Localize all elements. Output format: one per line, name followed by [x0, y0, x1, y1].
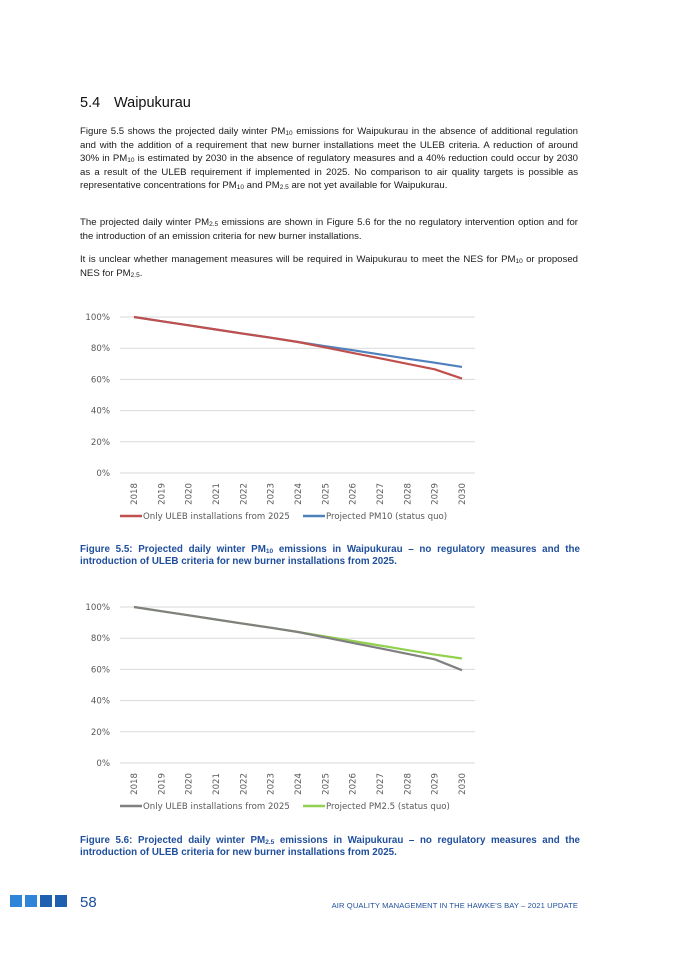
- y-tick-label: 40%: [90, 406, 110, 417]
- y-tick-label: 0%: [96, 469, 110, 479]
- x-tick-label: 2021: [212, 773, 222, 795]
- y-tick-label: 100%: [85, 603, 110, 613]
- paragraph-3: It is unclear whether management measures will be required in Waipukurau to meet the NES for $PM_{10}$ or proposed NES for $PM_{2.5}$.: [80, 254, 578, 279]
- x-tick-label: 2029: [430, 483, 441, 505]
- x-tick-label: 2019: [157, 773, 168, 795]
- y-tick-label: 20%: [90, 437, 110, 448]
- paragraph-2: The projected daily winter $PM_{2.5}$ emissions are shown in Figure 5.6 for the no regulatory intervention option and for the introduction of an emission criteria for new burner installations.: [80, 217, 579, 242]
- footer-square: [55, 895, 67, 907]
- x-tick-label: 2028: [403, 773, 414, 795]
- section-title: Waipukurau: [114, 95, 191, 111]
- y-tick-label: 80%: [90, 634, 110, 645]
- x-tick-label: 2024: [294, 773, 304, 795]
- x-tick-label: 2027: [376, 773, 386, 795]
- x-tick-label: 2025: [321, 773, 332, 795]
- x-tick-label: 2022: [239, 483, 250, 505]
- x-tick-label: 2018: [130, 773, 140, 795]
- x-tick-label: 2022: [239, 773, 250, 795]
- legend-label: Only ULEB installations from 2025: [143, 802, 290, 812]
- figure-5-5-caption: Figure 5.5: Projected daily winter $PM_{10}$ emissions in Waipukurau – no regulatory measures and the introduction of ULEB criteria for new burner installations from 2025.: [80, 544, 580, 568]
- x-tick-label: 2018: [130, 483, 140, 505]
- legend-label: Only ULEB installations from 2025: [143, 512, 290, 522]
- legend-label: Projected PM2.5 (status quo): [326, 802, 450, 812]
- x-tick-label: 2025: [321, 483, 332, 505]
- x-tick-label: 2020: [184, 773, 195, 795]
- x-tick-label: 2020: [184, 483, 195, 505]
- x-tick-label: 2027: [376, 483, 386, 505]
- footer-square: [40, 895, 52, 907]
- x-tick-label: 2026: [348, 483, 359, 505]
- x-tick-label: 2030: [458, 773, 468, 795]
- x-tick-label: 2028: [403, 483, 414, 505]
- x-tick-label: 2023: [266, 773, 277, 795]
- paragraph-1: Figure 5.5 shows the projected daily winter $PM_{10}$ emissions for Waipukurau in the absence of additional regulation and with the addition of a requirement that new burner installations meet the ULEB criteria. A reduction of around 30% in $PM_{10}$ is estimated by 2030 in the absence of regulatory measures and a 40% reduction could occur by 2030 as a result of the ULEB requirement if implemented in 2025. No comparison to air quality targets is possible as representative concentrations for $PM_{10}$ and $PM_{2.5}$ are not yet available for Waipukurau.: [80, 126, 579, 192]
- x-tick-label: 2029: [430, 773, 441, 795]
- y-tick-label: 20%: [90, 727, 110, 738]
- x-tick-label: 2024: [294, 483, 304, 505]
- y-tick-label: 60%: [90, 375, 110, 386]
- y-tick-label: 80%: [90, 344, 110, 355]
- page-number: 58: [80, 894, 97, 911]
- section-heading: [80, 95, 191, 111]
- y-tick-label: 100%: [85, 313, 110, 323]
- figure-5-6-caption: Figure 5.6: Projected daily winter $PM_{2.5}$ emissions in Waipukurau – no regulatory measures and the introduction of ULEB criteria for new burner installations from 2025.: [80, 835, 580, 859]
- y-tick-label: 60%: [90, 665, 110, 676]
- x-tick-label: 2019: [157, 483, 168, 505]
- x-tick-label: 2026: [348, 773, 359, 795]
- figure-5-5-chart: [0, 300, 675, 532]
- figure-5-6-chart: [0, 590, 675, 823]
- pm10-line-chart: [0, 300, 675, 532]
- x-tick-label: 2030: [458, 483, 468, 505]
- y-tick-label: 0%: [96, 759, 110, 769]
- footer-square: [10, 895, 22, 907]
- footer-square: [25, 895, 37, 907]
- footer-squares: [10, 895, 67, 907]
- section-number: 5.4: [80, 95, 101, 111]
- pm25-line-chart: [0, 590, 675, 823]
- y-tick-label: 40%: [90, 696, 110, 707]
- legend-label: Projected PM10 (status quo): [326, 512, 448, 522]
- x-tick-label: 2023: [266, 483, 277, 505]
- x-tick-label: 2021: [212, 483, 222, 505]
- running-title: AIR QUALITY MANAGEMENT IN THE HAWKE'S BAY – 2021 UPDATE: [331, 901, 578, 910]
